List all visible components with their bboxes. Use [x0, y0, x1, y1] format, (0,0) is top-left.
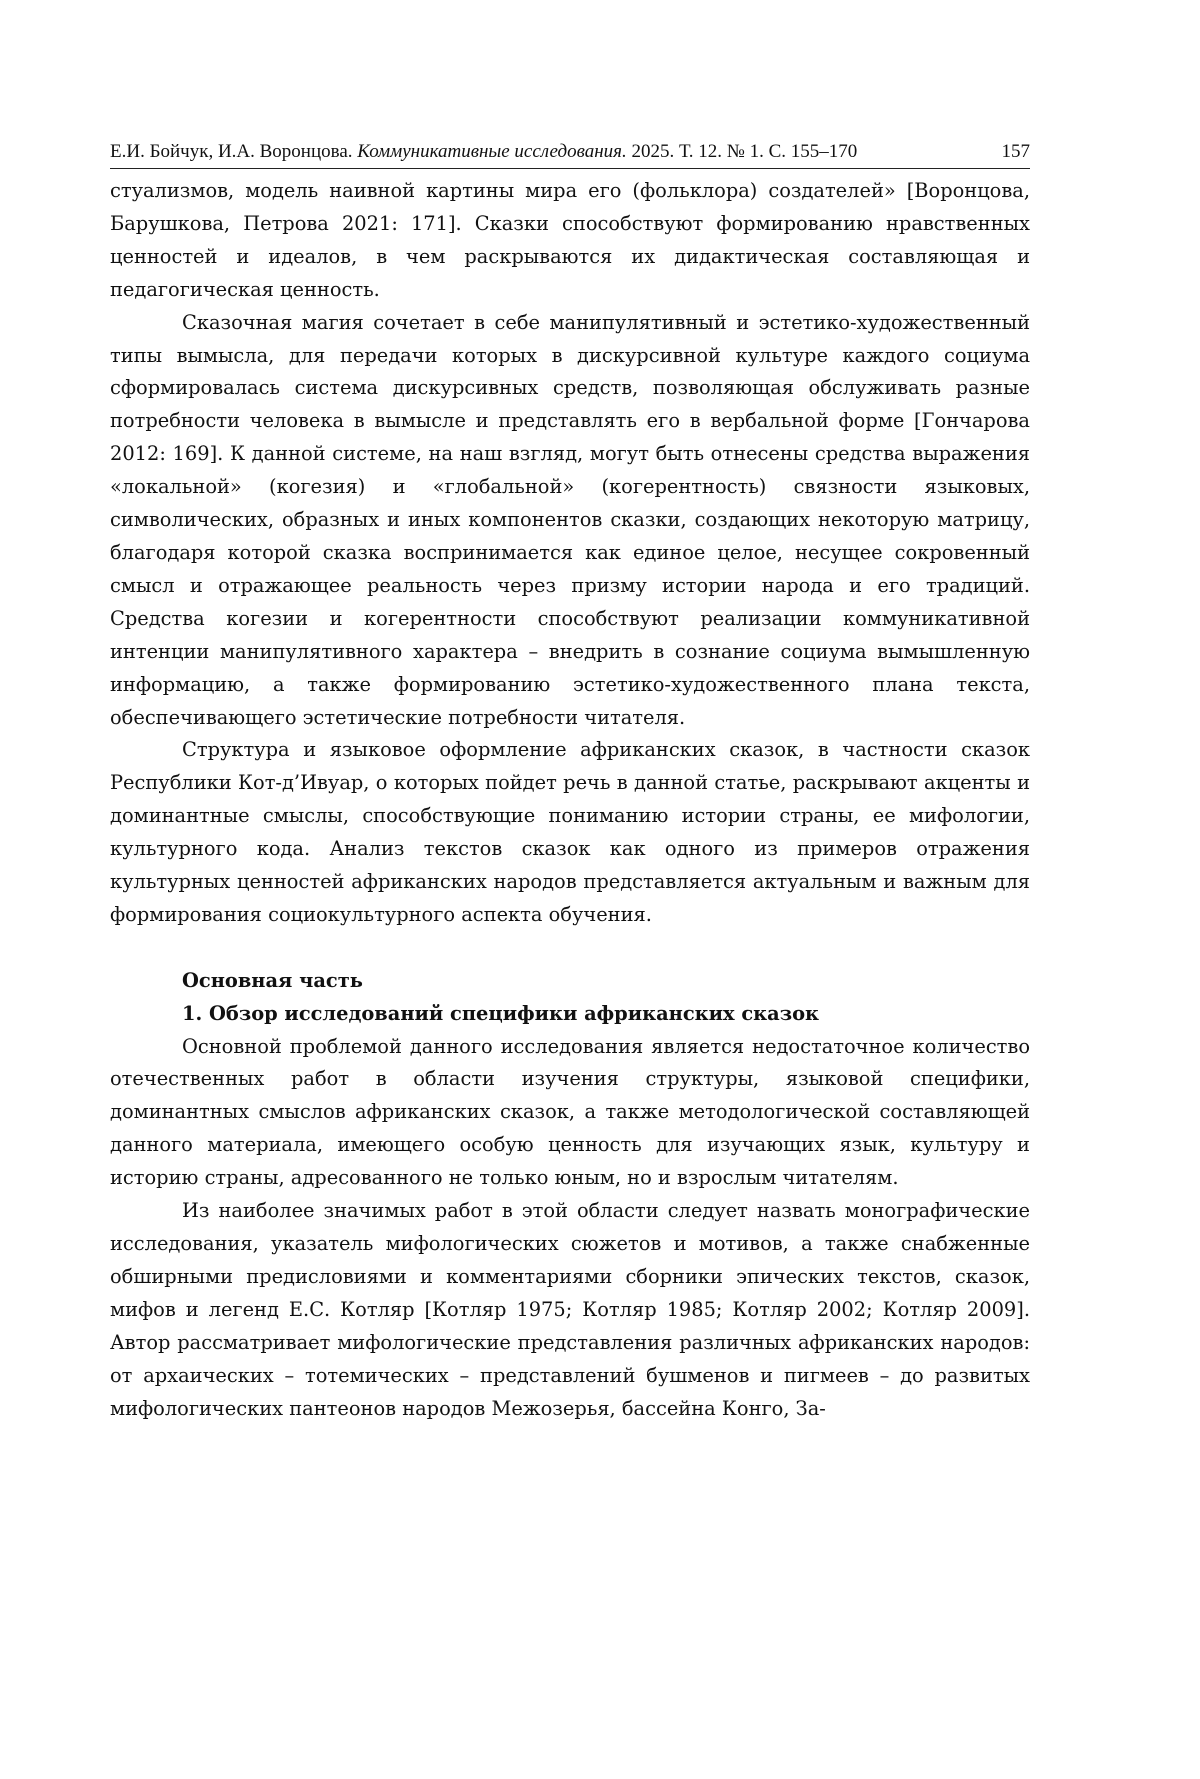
subsection-heading: 1. Обзор исследований специфики африканских сказок	[182, 1001, 820, 1025]
section-heading: Основная часть	[182, 968, 363, 992]
paragraph: Из наиболее значимых работ в этой области следует назвать монографические исследования, указатель мифологических сюжетов и мотивов, а также снабженные обширными предисловиями и комментариями сборники эпических текстов, сказок, мифов и легенд Е.С. Котляр [Котляр 1975; Котляр 1985; Котляр 2002; Котляр 2009]. Автор рассматривает мифологические представления различных африканских народов: от архаических – тотемических – представлений бушменов и пигмеев – до развитых мифологических пантеонов народов Межозерья, бассейна Конго, За-	[110, 1199, 1030, 1420]
section-spacer	[110, 932, 1030, 965]
running-head-authors: Е.И. Бойчук, И.А. Воронцова.	[110, 141, 353, 162]
running-head	[110, 140, 1030, 169]
running-head-journal: Коммуникативные исследования.	[357, 141, 627, 162]
journal-page	[110, 140, 1030, 1425]
running-head-citation	[110, 140, 857, 164]
paragraph: Сказочная магия сочетает в себе манипулятивный и эстетико-художественный типы вымысла, для передачи которых в дискурсивной культуре каждого социума сформировалась система дискурсивных средств, позволяющая обслуживать разные потребности человека в вымысле и представлять его в вербальной форме [Гончарова 2012: 169]. К данной системе, на наш взгляд, могут быть отнесены средства выражения «локальной» (когезия) и «глобальной» (когерентность) связности языковых, символических, образных и иных компонентов сказки, создающих некоторую матрицу, благодаря которой сказка воспринимается как единое целое, несущее сокровенный смысл и отражающее реальность через призму истории народа и его традиций. Средства когезии и когерентности способствуют реализации коммуникативной интенции манипулятивного характера – внедрить в сознание социума вымышленную информацию, а также формированию эстетико-художественного плана текста, обеспечивающего эстетические потребности читателя.	[110, 310, 1030, 729]
paragraph: Основной проблемой данного исследования является недостаточное количество отечественных работ в области изучения структуры, языковой специфики, доминантных смыслов африканских сказок, а также методологической составляющей данного материала, имеющего особую ценность для изучающих язык, культуру и историю страны, адресованного не только юным, но и взрослым читателям.	[110, 1034, 1030, 1190]
running-head-issue: 2025. Т. 12. № 1. С. 155–170	[631, 141, 858, 162]
paragraph: стуализмов, модель наивной картины мира его (фольклора) создателей» [Воронцова, Барушкова, Петрова 2021: 171]. Сказки способствуют формированию нравственных ценностей и идеалов, в чем раскрываются их дидактическая составляющая и педагогическая ценность.	[110, 179, 1030, 301]
article-body	[110, 175, 1030, 1425]
paragraph: Структура и языковое оформление африканских сказок, в частности сказок Республики Кот-д’Ивуар, о которых пойдет речь в данной статье, раскрывают акценты и доминантные смыслы, способствующие пониманию истории страны, ее мифологии, культурного кода. Анализ текстов сказок как одного из примеров отражения культурных ценностей африканских народов представляется актуальным и важным для формирования социокультурного аспекта обучения.	[110, 738, 1030, 926]
page-number: 157	[1001, 141, 1030, 162]
